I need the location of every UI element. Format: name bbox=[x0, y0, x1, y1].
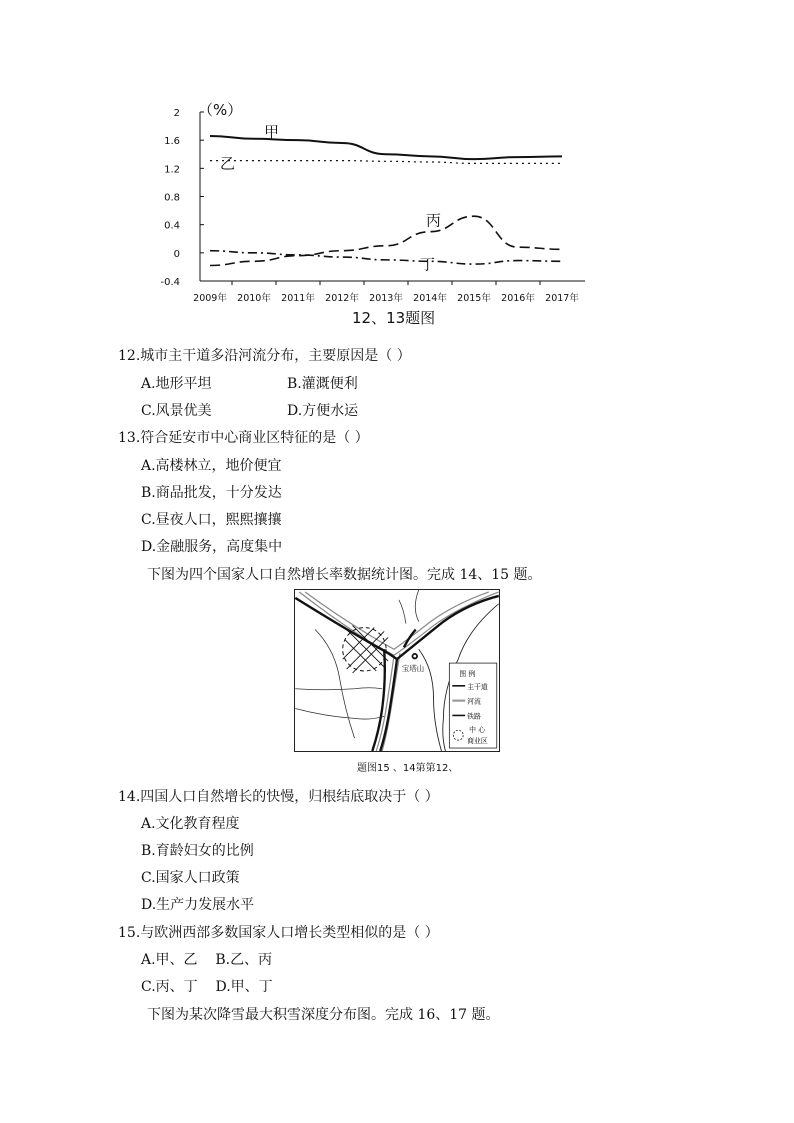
series-label-4: 丁 bbox=[420, 255, 436, 274]
legend-cbd-label-1: 中 心 bbox=[469, 726, 486, 735]
x-tick-label: 2012年 bbox=[325, 293, 359, 304]
y-tick-label: 2 bbox=[173, 108, 180, 119]
map-caption: 题图15 、14第第12、 bbox=[357, 763, 459, 774]
series-lines bbox=[210, 136, 562, 266]
q14-option-d[interactable]: D.生产力发展水平 bbox=[141, 897, 255, 913]
series-line-3 bbox=[210, 216, 562, 265]
q14-option-c[interactable]: C.国家人口政策 bbox=[141, 870, 240, 886]
q13-option-a[interactable]: A.高楼林立，地价便宜 bbox=[141, 458, 282, 474]
series-label-2: 乙 bbox=[220, 154, 236, 173]
q13-option-c[interactable]: C.昼夜人口，熙熙攘攘 bbox=[141, 512, 282, 528]
legend-river-label: 河流 bbox=[467, 697, 481, 706]
mountain-marker bbox=[412, 653, 418, 659]
y-tick-label: 0.4 bbox=[164, 220, 180, 232]
x-tick-label: 2014年 bbox=[413, 293, 447, 304]
y-tick-label: -0.4 bbox=[160, 277, 180, 288]
y-tick-label: 0 bbox=[173, 248, 180, 260]
question-12-stem: 12.城市主干道多沿河流分布，主要原因是（ ） bbox=[118, 348, 411, 364]
q15-options-ab[interactable]: A.甲、乙 B.乙、丙 bbox=[141, 952, 273, 968]
city-map bbox=[294, 589, 500, 752]
q12-option-c[interactable]: C.风景优美 bbox=[141, 403, 212, 419]
y-tick-label: 1.6 bbox=[164, 136, 180, 148]
x-tick-label: 2015年 bbox=[457, 293, 491, 304]
x-tick-label: 2011年 bbox=[281, 293, 315, 304]
series-line-1 bbox=[210, 136, 562, 159]
chart-caption: 12、13题图 bbox=[352, 309, 436, 327]
minor-roads bbox=[295, 590, 418, 738]
y-axis bbox=[160, 108, 204, 288]
y-tick-label: 1.2 bbox=[164, 164, 180, 176]
series-line-2 bbox=[210, 161, 562, 164]
q13-option-b[interactable]: B.商品批发，十分发达 bbox=[141, 485, 282, 501]
legend-road-label: 主干道 bbox=[467, 682, 488, 691]
y-tick-label: 0.8 bbox=[164, 192, 180, 204]
q14-option-a[interactable]: A.文化教育程度 bbox=[141, 816, 240, 832]
series-label-3: 丙 bbox=[426, 211, 442, 230]
q15-options-cd[interactable]: C.丙、丁 D.甲、丁 bbox=[141, 979, 273, 995]
x-tick-label: 2013年 bbox=[369, 293, 403, 304]
x-tick-label: 2010年 bbox=[237, 293, 271, 304]
chart-unit-label: （%） bbox=[198, 101, 243, 119]
x-tick-label: 2017年 bbox=[545, 293, 579, 304]
map-legend bbox=[449, 663, 496, 748]
mountain-label: 宝塔山 bbox=[401, 663, 425, 673]
q13-option-d[interactable]: D.金融服务，高度集中 bbox=[141, 539, 283, 555]
series-label-1: 甲 bbox=[264, 122, 280, 141]
q14-option-b[interactable]: B.育龄妇女的比例 bbox=[141, 843, 254, 859]
question-15-stem: 15.与欧洲西部多数国家人口增长类型相似的是（ ） bbox=[118, 925, 439, 941]
series-line-4 bbox=[210, 251, 562, 264]
x-axis bbox=[193, 281, 585, 304]
population-growth-chart bbox=[140, 95, 600, 330]
legend-rail-label: 铁路 bbox=[467, 712, 481, 721]
x-tick-label: 2016年 bbox=[501, 293, 535, 304]
q12-option-b[interactable]: B.灌溉便利 bbox=[287, 376, 358, 392]
x-tick-label: 2009年 bbox=[193, 293, 227, 304]
legend-cbd-label-2: 商业区 bbox=[467, 737, 488, 746]
legend-title: 图 例 bbox=[459, 669, 476, 678]
question-13-stem: 13.符合延安市中心商业区特征的是（ ） bbox=[118, 430, 369, 446]
question-14-stem: 14.四国人口自然增长的快慢，归根结底取决于（ ） bbox=[118, 789, 439, 805]
q12-option-d[interactable]: D.方便水运 bbox=[287, 403, 359, 419]
intro-16-17: 下图为某次降雪最大积雪深度分布图。完成 16、17 题。 bbox=[147, 1007, 500, 1023]
q12-option-a[interactable]: A.地形平坦 bbox=[141, 376, 212, 392]
intro-14-15: 下图为四个国家人口自然增长率数据统计图。完成 14、15 题。 bbox=[147, 567, 542, 583]
